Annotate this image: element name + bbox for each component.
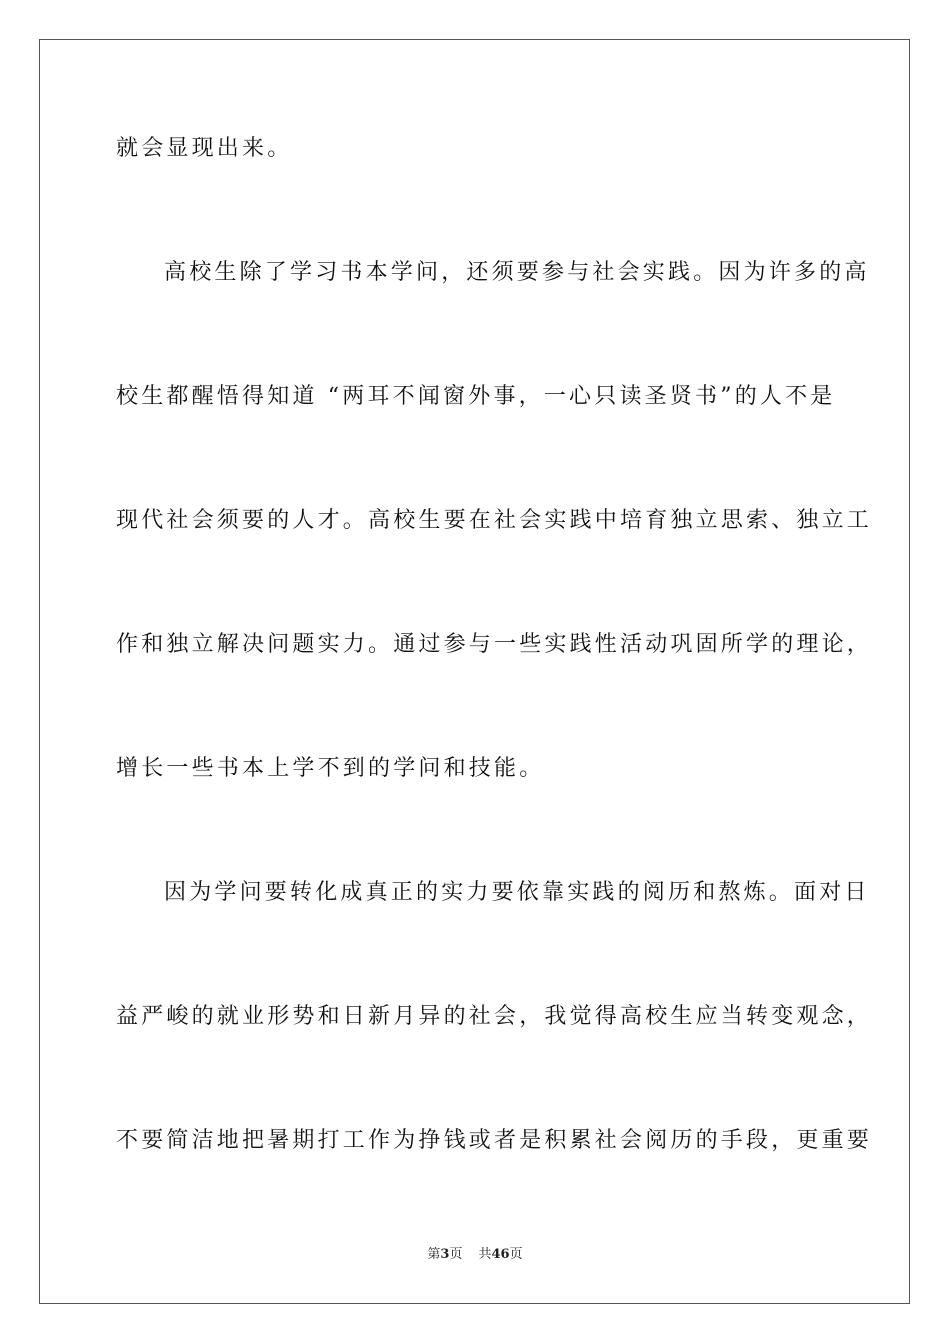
text-line-1: 就会显现出来。	[116, 136, 293, 161]
footer-page-prefix: 第	[427, 1247, 441, 1262]
footer-total-pages: 46	[491, 1247, 510, 1262]
page-footer	[0, 1246, 950, 1264]
text-line-2: 高校生除了学习书本学问，还须要参与社会实践。因为许多的高	[164, 260, 870, 285]
text-line-5: 作和独立解决问题实力。通过参与一些实践性活动巩固所学的理论，	[116, 632, 873, 657]
page-border	[39, 39, 910, 1304]
footer-total-suffix: 页	[509, 1247, 523, 1262]
text-line-9: 不要简洁地把暑期打工作为挣钱或者是积累社会阅历的手段，更重要	[116, 1128, 873, 1153]
footer-total-prefix: 共	[478, 1247, 492, 1262]
text-line-3: 校生都醒悟得知道 “两耳不闻窗外事，一心只读圣贤书”的人不是	[116, 384, 836, 409]
text-line-7: 因为学问要转化成真正的实力要依靠实践的阅历和熬炼。面对日	[164, 880, 870, 905]
text-line-8: 益严峻的就业形势和日新月异的社会，我觉得高校生应当转变观念，	[116, 1004, 873, 1029]
footer-page-suffix: 页	[449, 1247, 463, 1262]
text-line-6: 增长一些书本上学不到的学问和技能。	[116, 756, 545, 781]
footer-page-number: 3	[440, 1247, 450, 1262]
text-line-4: 现代社会须要的人才。高校生要在社会实践中培育独立思索、独立工	[116, 508, 873, 533]
